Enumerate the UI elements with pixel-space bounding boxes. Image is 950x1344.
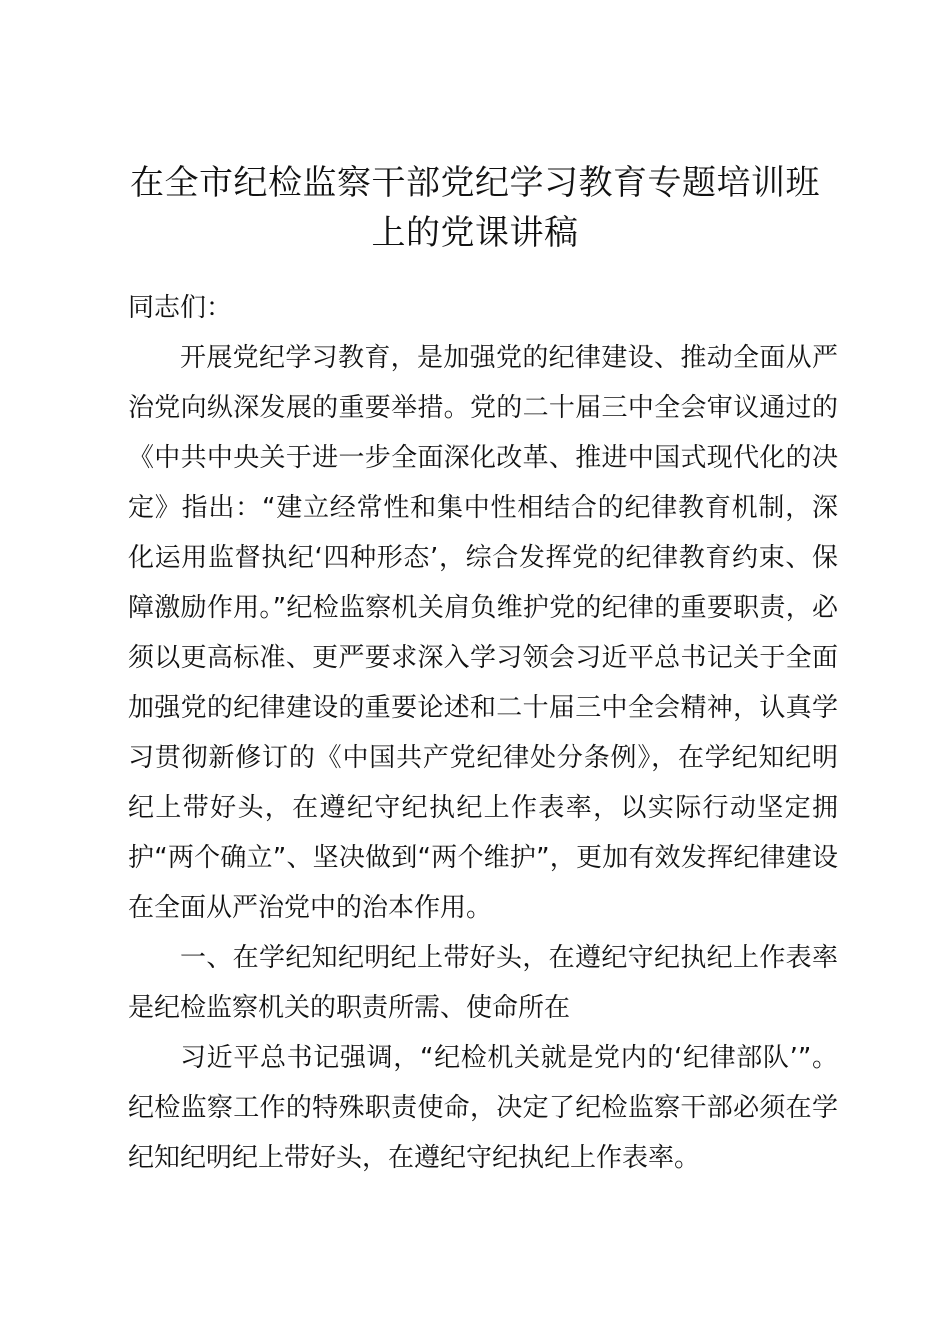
document-title — [90, 158, 860, 258]
title-line-1: 在全市纪检监察干部党纪学习教育专题培训班 — [130, 163, 820, 203]
section-heading: 一、在学纪知纪明纪上带好头，在遵纪守纪执纪上作表率是纪检监察机关的职责所需、使命所在 — [128, 943, 838, 1023]
intro-paragraph: 开展党纪学习教育，是加强党的纪律建设、推动全面从严治党向纵深发展的重要举措。党的二十届三中全会审议通过的《中共中央关于进一步全面深化改革、推进中国式现代化的决定》指出：“建立经常性和集中性相结合的纪律教育机制，深化运用监督执纪‘四种形态’，综合发挥党的纪律教育约束、保障激励作用。”纪检监察机关肩负维护党的纪律的重要职责，必须以更高标准、更严要求深入学习领会习近平总书记关于全面加强党的纪律建设的重要论述和二十届三中全会精神，认真学习贯彻新修订的《中国共产党纪律处分条例》，在学纪知纪明纪上带好头，在遵纪守纪执纪上作表率，以实际行动坚定拥护“两个确立”、坚决做到“两个维护”，更加有效发挥纪律建设在全面从严治党中的治本作用。 — [128, 343, 838, 923]
salutation: 同志们： — [128, 293, 233, 323]
document-body — [128, 283, 838, 1183]
title-line-2: 上的党课讲稿 — [371, 213, 579, 253]
section-paragraph: 习近平总书记强调，“纪检机关就是党内的‘纪律部队’”。纪检监察工作的特殊职责使命，决定了纪检监察干部必须在学纪知纪明纪上带好头，在遵纪守纪执纪上作表率。 — [128, 1043, 838, 1173]
